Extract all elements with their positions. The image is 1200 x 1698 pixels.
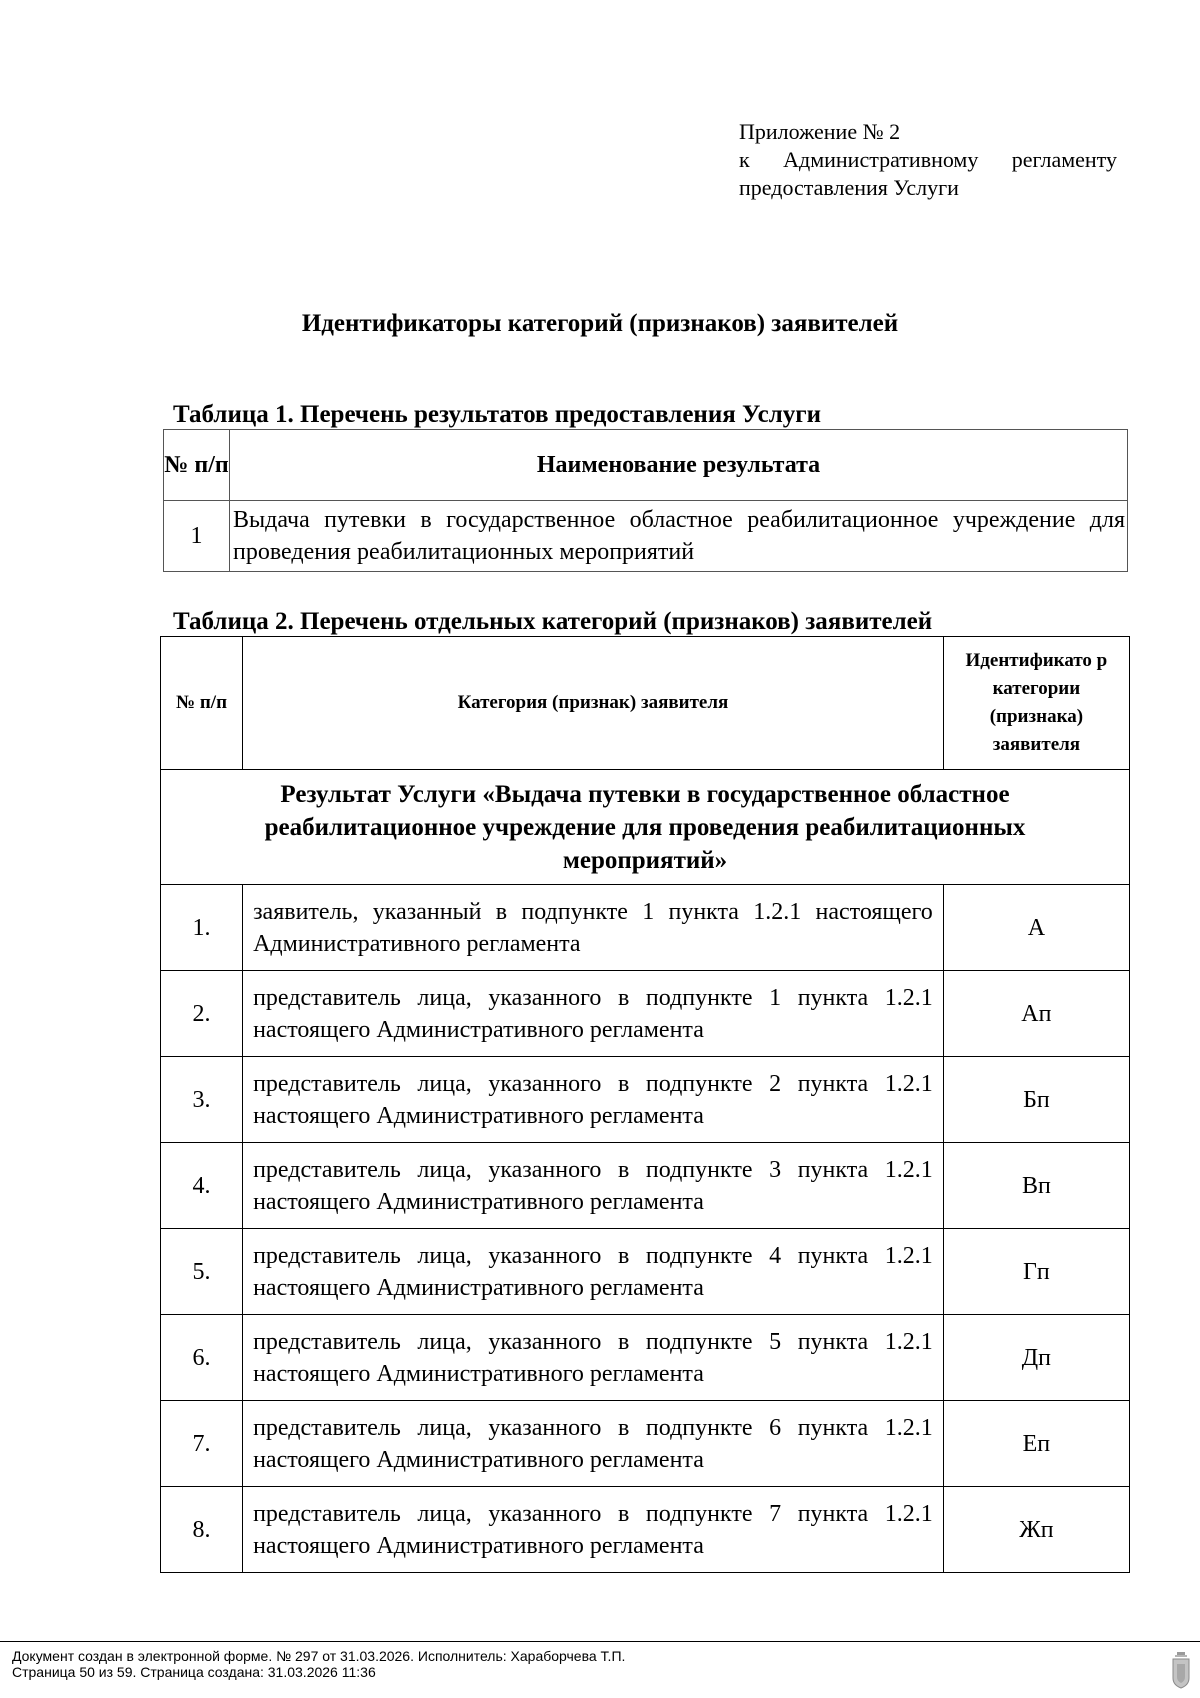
category-num: 8. [161, 1487, 243, 1573]
category-num: 2. [161, 971, 243, 1057]
category-description: представитель лица, указанного в подпункте 2 пункта 1.2.1 настоящего Административного регламента [243, 1057, 944, 1143]
categories-header-category: Категория (признак) заявителя [243, 637, 944, 770]
category-description: представитель лица, указанного в подпункте 1 пункта 1.2.1 настоящего Административного регламента [243, 971, 944, 1057]
results-header-name: Наименование результата [230, 430, 1128, 501]
document-footer [0, 1641, 1200, 1680]
results-row-text: Выдача путевки в государственное областное реабилитационное учреждение для проведения реабилитационных мероприятий [230, 501, 1128, 572]
table-row [161, 1057, 1130, 1143]
category-num: 5. [161, 1229, 243, 1315]
category-identifier: Ап [943, 971, 1129, 1057]
category-num: 6. [161, 1315, 243, 1401]
category-identifier: Вп [943, 1143, 1129, 1229]
category-num: 1. [161, 885, 243, 971]
result-heading-row [161, 770, 1130, 885]
footer-text [12, 1648, 625, 1680]
table2-caption: Таблица 2. Перечень отдельных категорий (признаков) заявителей [173, 608, 933, 635]
category-description: представитель лица, указанного в подпункте 4 пункта 1.2.1 настоящего Административного регламента [243, 1229, 944, 1315]
table-row [161, 1487, 1130, 1573]
coat-of-arms-icon [1170, 1650, 1192, 1690]
results-table-header [164, 430, 1128, 501]
document-title: Идентификаторы категорий (признаков) заявителей [301, 310, 899, 337]
table-row [161, 971, 1130, 1057]
table-row [161, 1315, 1130, 1401]
results-table [163, 429, 1128, 572]
categories-table-header [161, 637, 1130, 770]
table-row [164, 501, 1128, 572]
category-identifier: Еп [943, 1401, 1129, 1487]
appendix-line-1: Приложение № 2 [739, 119, 901, 144]
results-header-num: № п/п [164, 430, 230, 501]
category-identifier: Жп [943, 1487, 1129, 1573]
category-description: представитель лица, указанного в подпункте 6 пункта 1.2.1 настоящего Административного регламента [243, 1401, 944, 1487]
category-identifier: Дп [943, 1315, 1129, 1401]
category-num: 3. [161, 1057, 243, 1143]
category-identifier: А [943, 885, 1129, 971]
categories-header-num: № п/п [161, 637, 243, 770]
categories-table [160, 636, 1130, 1573]
category-num: 7. [161, 1401, 243, 1487]
category-identifier: Гп [943, 1229, 1129, 1315]
table-row [161, 1401, 1130, 1487]
table-row [161, 1143, 1130, 1229]
table1-caption: Таблица 1. Перечень результатов предоставления Услуги [173, 401, 822, 428]
appendix-line-3: предоставления Услуги [739, 175, 959, 200]
results-row-num: 1 [164, 501, 230, 572]
footer-line-1: Документ создан в электронной форме. № 297 от 31.03.2026. Исполнитель: Хараборчева Т.П. [12, 1648, 626, 1664]
category-description: представитель лица, указанного в подпункте 7 пункта 1.2.1 настоящего Административного регламента [243, 1487, 944, 1573]
appendix-line-2: к Административному регламенту [739, 147, 1117, 172]
appendix-note [739, 118, 1117, 202]
category-description: заявитель, указанный в подпункте 1 пункта 1.2.1 настоящего Административного регламента [243, 885, 944, 971]
categories-header-identifier: Идентификато р категории (признака) заявителя [943, 637, 1129, 770]
category-num: 4. [161, 1143, 243, 1229]
table-row [161, 885, 1130, 971]
table-row [161, 1229, 1130, 1315]
result-heading: Результат Услуги «Выдача путевки в государственное областное реабилитационное учреждение для проведения реабилитационных мероприятий» [161, 770, 1130, 885]
category-description: представитель лица, указанного в подпункте 5 пункта 1.2.1 настоящего Административного регламента [243, 1315, 944, 1401]
footer-line-2: Страница 50 из 59. Страница создана: 31.03.2026 11:36 [12, 1664, 376, 1680]
category-identifier: Бп [943, 1057, 1129, 1143]
category-description: представитель лица, указанного в подпункте 3 пункта 1.2.1 настоящего Административного регламента [243, 1143, 944, 1229]
